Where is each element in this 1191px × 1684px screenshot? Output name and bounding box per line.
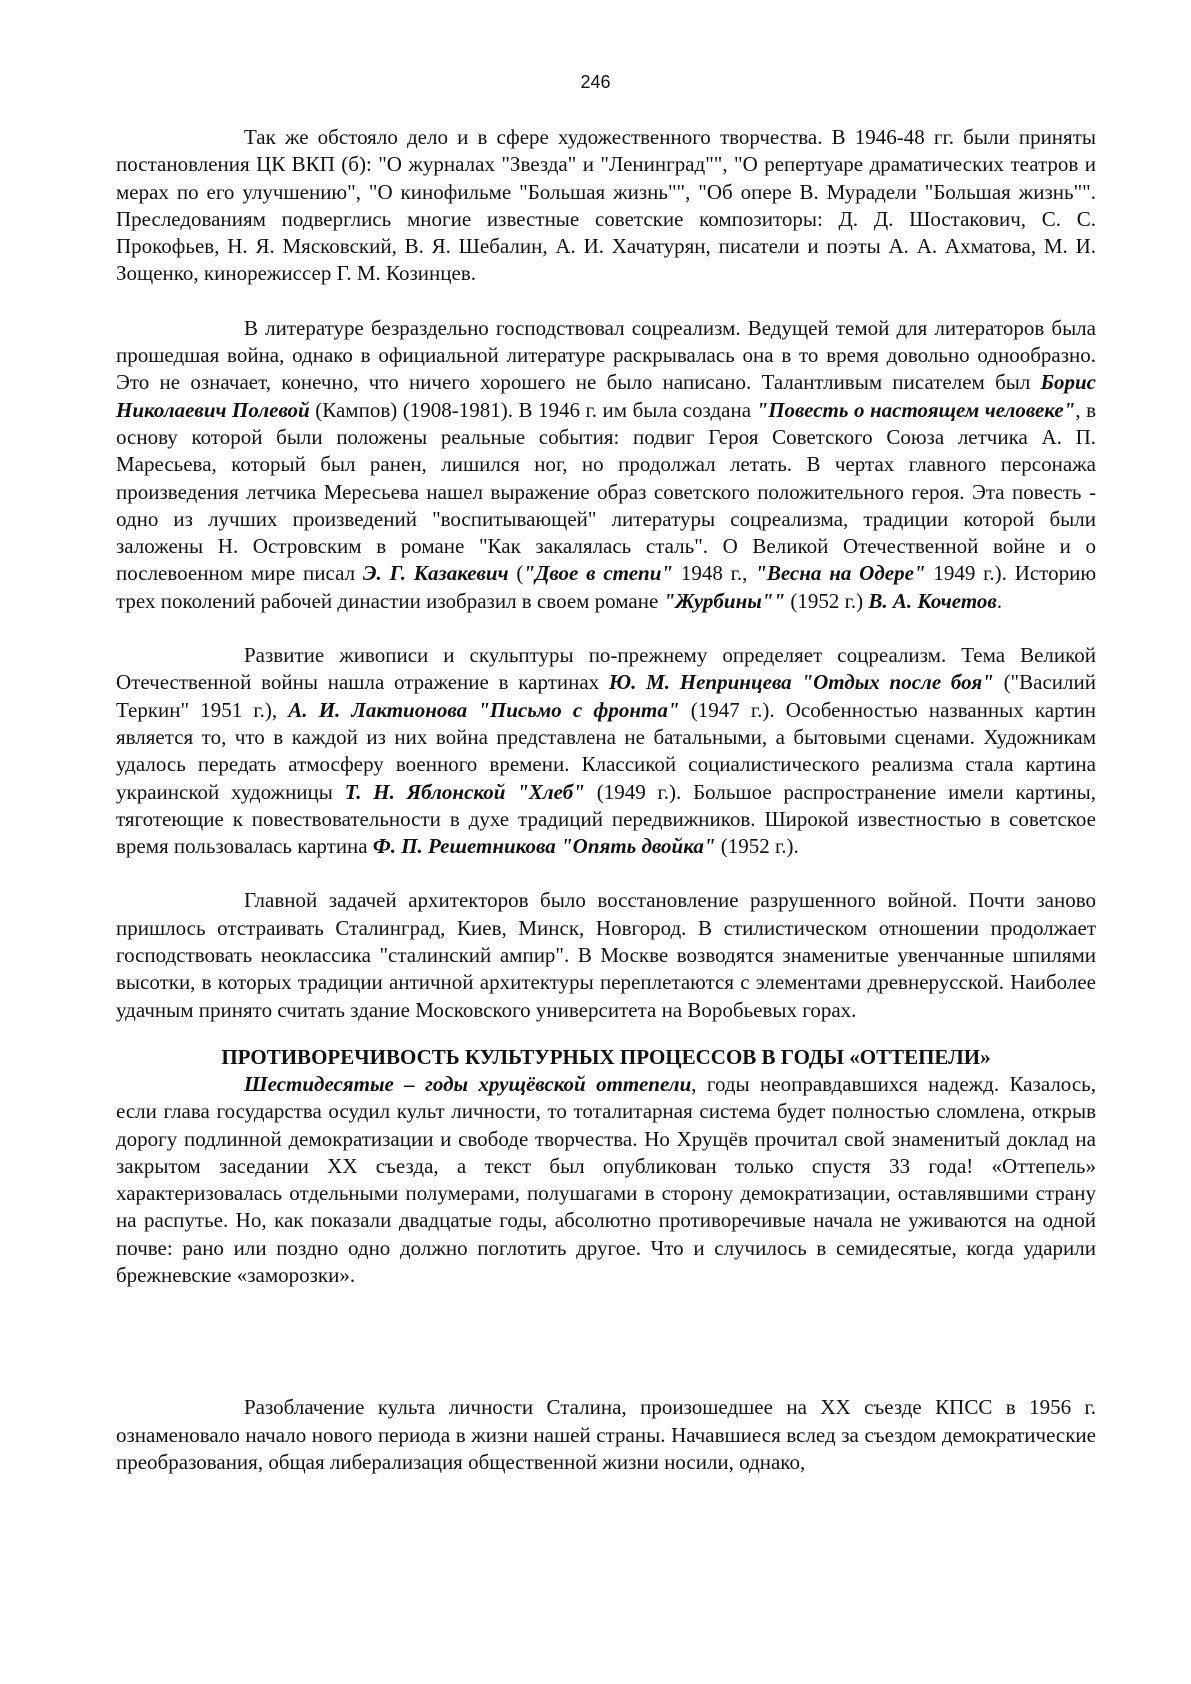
painting-reshetnikov: Ф. П. Решетникова "Опять двойка" bbox=[372, 834, 716, 859]
text-segment: . bbox=[996, 588, 1003, 613]
painting-neprintsev: Ю. М. Непринцева "Отдых после боя" bbox=[608, 670, 994, 695]
paragraph-literature bbox=[116, 315, 1096, 615]
paragraph-architecture: Главной задачей архитекторов было восстановление разрушенного войной. Почти заново пришлось отстраивать Сталинград, Киев, Минск, Новгород. В стилистическом отношении продолжает господствовать неоклассика "сталинский ампир". В Москве возводятся знаменитые увенчанные шпилями высотки, в которых традиции античной архитектуры переплетаются с элементами древнерусской. Наиболее удачным принято считать здание Московского университета на Воробьевых горах. bbox=[116, 888, 1096, 1022]
text-segment: (1949 г.). Большое распространение имели картины, тяготеющие к повествовательности в духе традиций передвижников. Широкой известностью в советское время пользовалась картина bbox=[116, 779, 1096, 859]
paragraph-thaw bbox=[116, 1071, 1096, 1289]
author-name-kazakevich: Э. Г. Казакевич bbox=[362, 561, 509, 586]
author-name-kochetov: В. А. Кочетов bbox=[868, 588, 997, 613]
text-segment: ("Василий Теркин" 1951 г.), bbox=[116, 670, 1096, 722]
document-body bbox=[116, 124, 1096, 1476]
work-title-zhurbiny: "Журбины"" bbox=[663, 588, 786, 613]
section-heading: ПРОТИВОРЕЧИВОСТЬ КУЛЬТУРНЫХ ПРОЦЕССОВ В ГОДЫ «ОТТЕПЕЛИ» bbox=[221, 1044, 991, 1069]
paragraph-art-policy: Так же обстояло дело и в сфере художественного творчества. В 1946-48 гг. были приняты постановления ЦК ВКП (б): "О журналах "Звезда" и "Ленинград"", "О репертуаре драматических театров и мерах по его улучшению", "О кинофильме "Большая жизнь"", "Об опере В. Мурадели "Большая жизнь"". Преследованиям подверглись многие известные советские композиторы: Д. Д. Шостакович, С. С. Прокофьев, Н. Я. Мясковский, В. Я. Шебалин, А. И. Хачатурян, писатели и поэты А. А. Ахматова, М. И. Зощенко, кинорежиссер Г. М. Козинцев. bbox=[116, 125, 1096, 286]
paragraph-destalinization: Разоблачение культа личности Сталина, произошедшее на XX съезде КПСС в 1956 г. ознаменовало начало нового периода в жизни нашей страны. Начавшиеся вслед за съездом демократические преобразования, общая либерализация общественной жизни носили, однако, bbox=[116, 1395, 1096, 1474]
work-title-dvoe: "Двое в степи" bbox=[523, 561, 674, 586]
painting-laktionov: А. И. Лактионова "Письмо с фронта" bbox=[288, 697, 680, 722]
thaw-lead-phrase: Шестидесятые – годы хрущёвской оттепели bbox=[244, 1071, 692, 1096]
page-number: 246 bbox=[580, 72, 611, 92]
text-segment: (Кампов) (1908-1981). В 1946 г. им была создана bbox=[309, 397, 757, 422]
paragraph-painting bbox=[116, 642, 1096, 860]
text-segment: (1947 г.). Особенностью названных картин является то, что в каждой из них война представлена не батальными, а бытовыми сценами. Художникам удалось передать атмосферу военного времени. Классикой социалистического реализма стала картина украинской художницы bbox=[116, 697, 1096, 804]
text-segment: В литературе безраздельно господствовал соцреализм. Ведущей темой для литераторов была прошедшая война, однако в официальной литературе раскрывалась она в то время довольно однообразно. Это не означает, конечно, что ничего хорошего не было написано. Талантливым писателем был bbox=[116, 315, 1096, 395]
painting-yablonskaya: Т. Н. Яблонской "Хлеб" bbox=[344, 779, 585, 804]
text-segment: , в основу которой были положены реальные события: подвиг Героя Советского Союза летчика А. П. Маресьева, который был ранен, лишился ног, но продолжал летать. В чертах главного персонажа произведения летчика Мересьева нашел выражение образ советского положительного героя. Эта повесть - одно из лучших произведений "воспитывающей" литературы соцреализма, традиции которой были заложены Н. Островским в романе "Как закалялась сталь". О Великой Отечественной войне и о послевоенном мире писал bbox=[116, 397, 1096, 586]
author-name-polevoy: Борис Николаевич Полевой bbox=[116, 370, 1096, 422]
text-segment: Развитие живописи и скульптуры по-прежнему определяет соцреализм. Тема Великой Отечественной войны нашла отражение в картинах bbox=[116, 643, 1096, 695]
text-segment: , годы неоправдавшихся надежд. Казалось, если глава государства осудил культ личности, то тоталитарная система будет полностью сломлена, открыв дорогу подлинной демократизации и свободе творчества. Но Хрущёв прочитал свой знаменитый доклад на закрытом заседании XX съезда, а текст был опубликован только спустя 33 года! «Оттепель» характеризовалась отдельными полумерами, полушагами в сторону демократизации, оставлявшими страну на распутье. Но, как показали двадцатые годы, абсолютно противоречивые начала не уживаются на одной почве: рано или поздно одно должно поглотить другое. Что и случилось в семидесятые, когда ударили брежневские «заморозки». bbox=[116, 1071, 1096, 1287]
text-segment: ( bbox=[508, 561, 524, 586]
text-segment: (1952 г.) bbox=[785, 588, 869, 613]
text-segment: (1952 г.). bbox=[715, 834, 799, 859]
text-segment: 1948 г., bbox=[673, 561, 756, 586]
text-segment: 1949 г.). Историю трех поколений рабочей династии изобразил в своем романе bbox=[116, 561, 1097, 613]
work-title-vesna: "Весна на Одере" bbox=[755, 561, 926, 586]
work-title-povest: "Повесть о настоящем человеке" bbox=[756, 397, 1076, 422]
